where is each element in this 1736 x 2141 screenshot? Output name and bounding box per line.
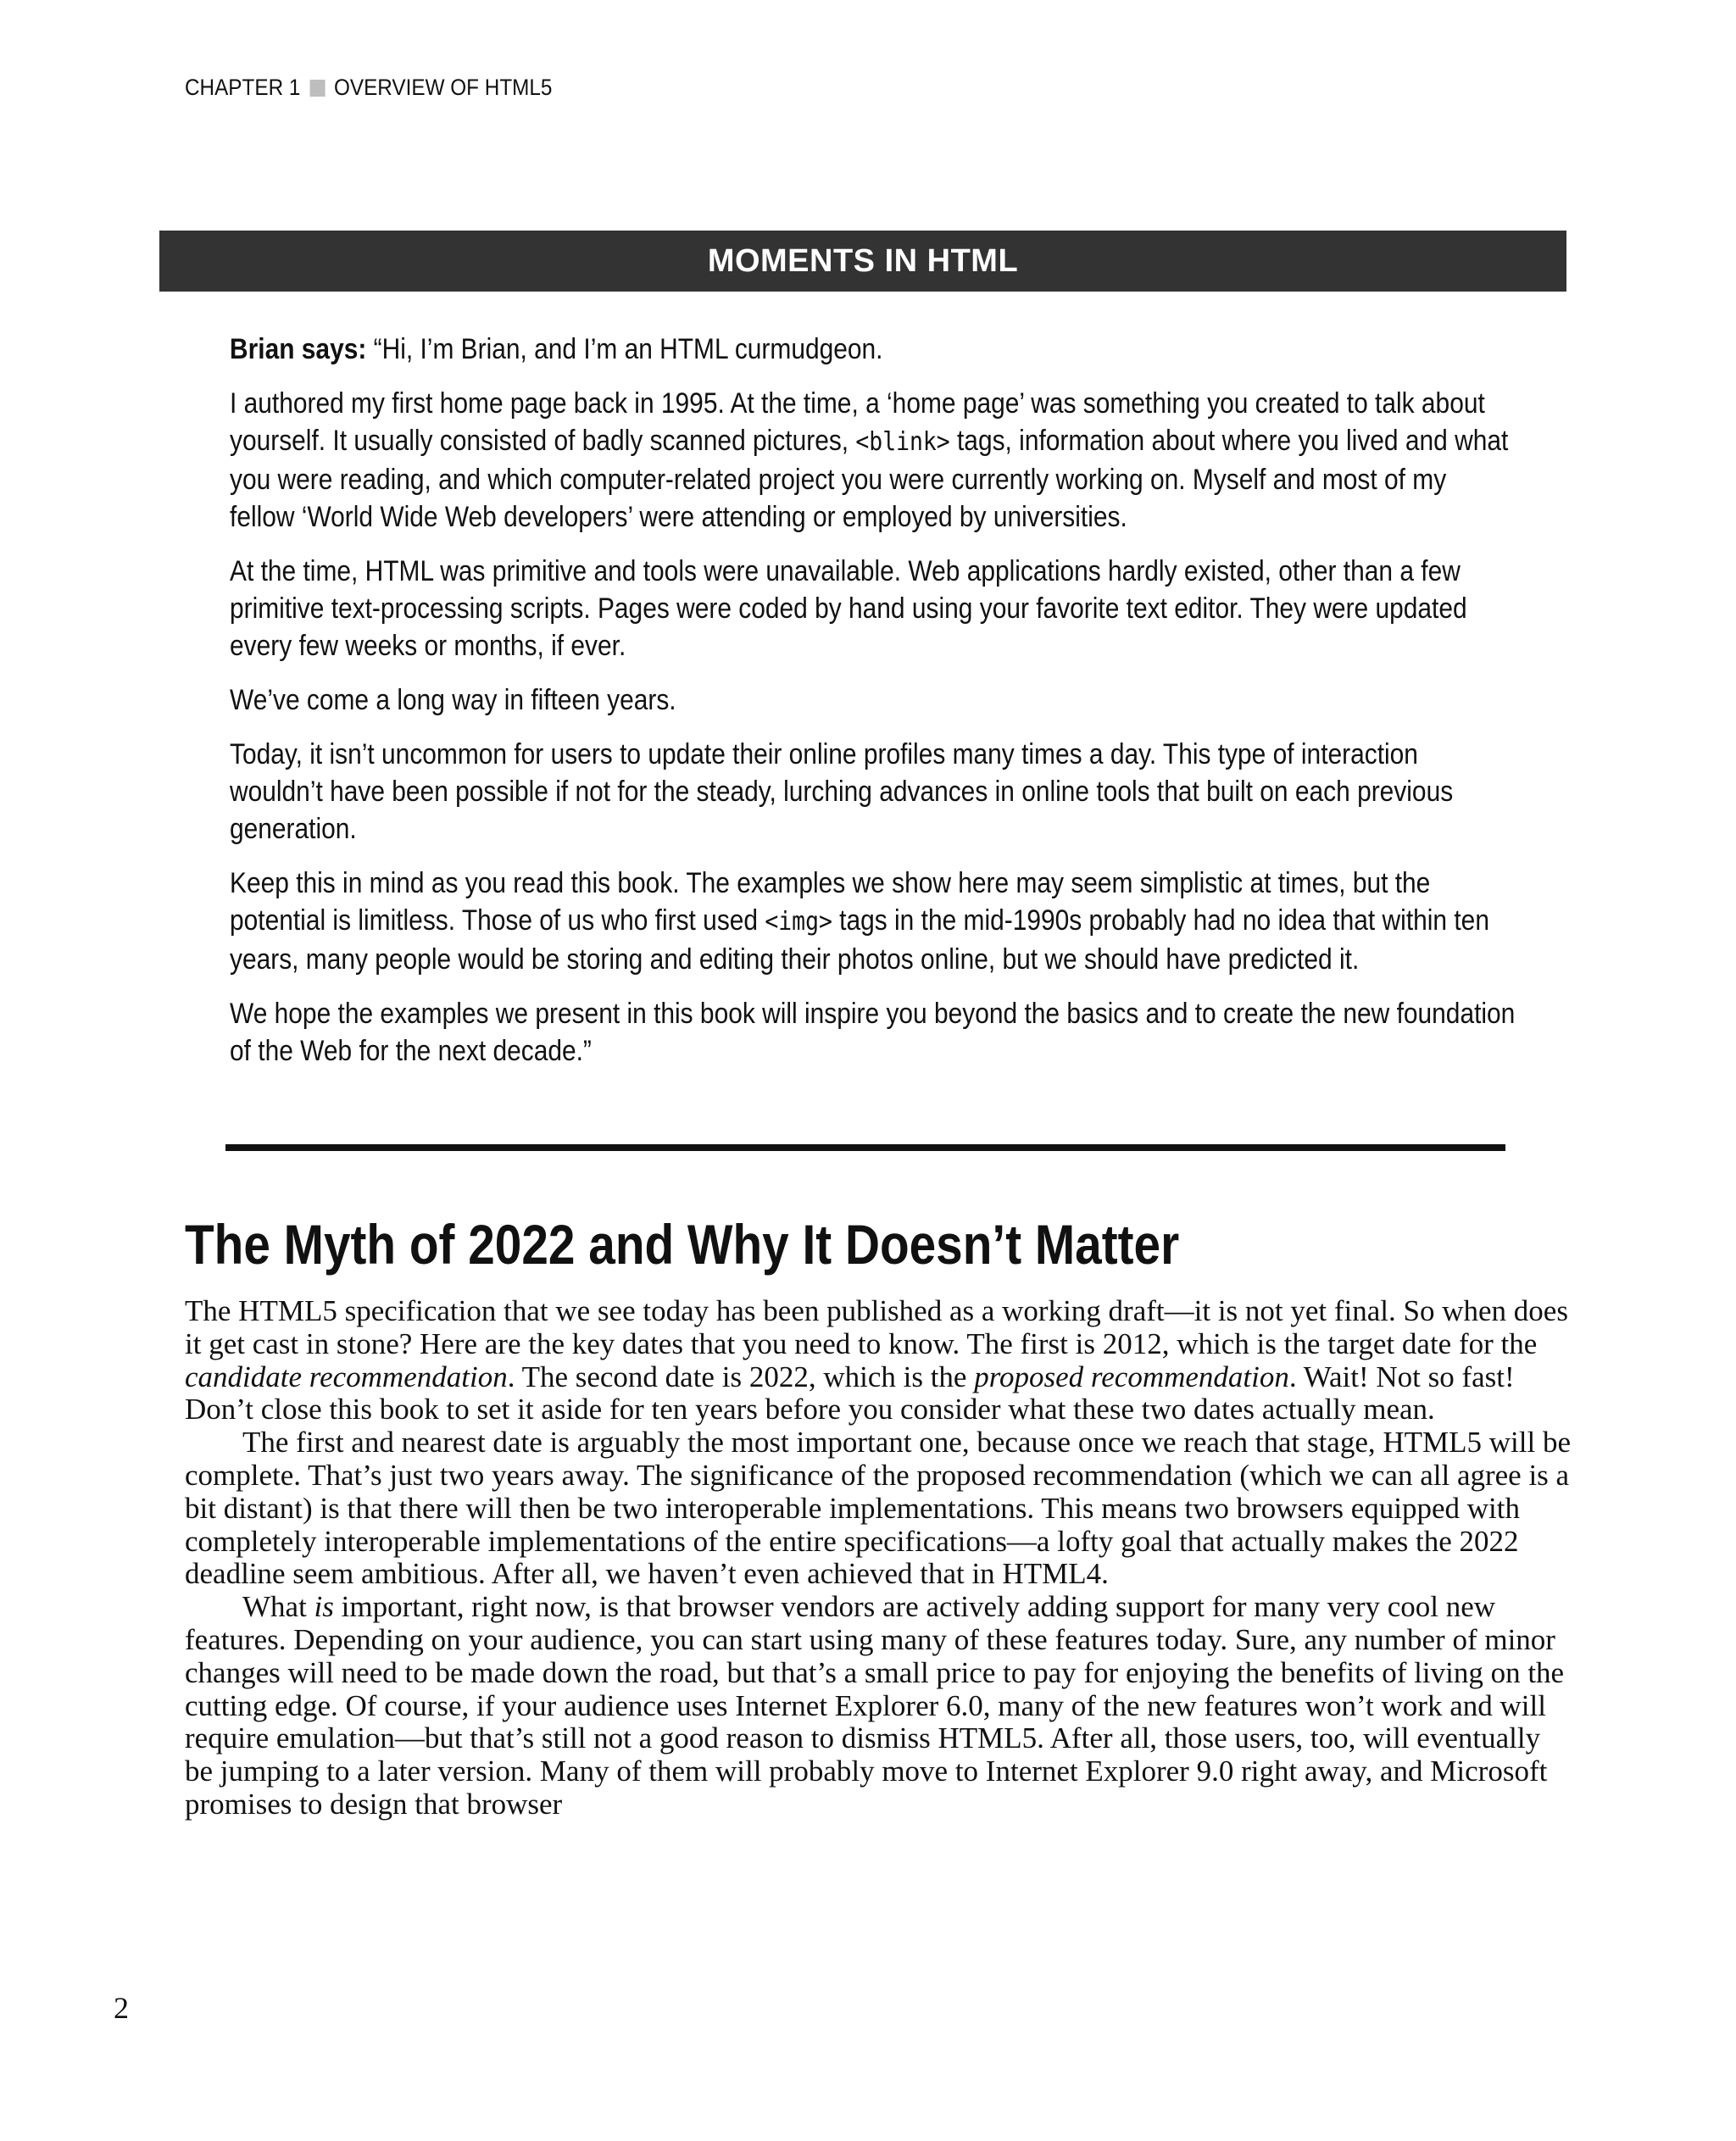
sidebar-banner-title: MOMENTS IN HTML: [707, 242, 1019, 279]
sidebar-paragraph-2: I authored my first home page back in 1995. At the time, a ‘home page’ was something you created to talk about yourself. It usually consisted of badly scanned pictures, <blink> tags, information about where you lived and what you were reading, and which computer-related project you were currently working on. Myself and most of my fellow ‘World Wide Web developers’ were attending or employed by universities.: [230, 387, 1509, 533]
sidebar-paragraph-4: We’ve come a long way in fifteen years.: [230, 684, 676, 716]
sidebar-paragraph-3: At the time, HTML was primitive and tools were unavailable. Web applications hardly existed, other than a few primitive text-processing scripts. Pages were coded by hand using your favorite text editor. They were updated every few weeks or months, if ever.: [230, 555, 1467, 662]
inline-code: <blink>: [855, 427, 950, 457]
body-paragraph-3: What is important, right now, is that browser vendors are actively adding support for many very cool new features. Depending on your audience, you can start using many of these features today. Sure, any number of minor changes will need to be made down the road, but that’s a small price to pay for enjoying the benefits of living on the cutting edge. Of course, if your audience uses Internet Explorer 6.0, many of the new features won’t work and will require emulation—but that’s still not a good reason to dismiss HTML5. After all, those users, too, will eventually be jumping to a later version. Many of them will probably move to Internet Explorer 9.0 right away, and Microsoft promises to design that browser: [185, 1590, 1565, 1821]
sidebar-body: [230, 331, 1518, 1087]
sidebar-paragraph-6: Keep this in mind as you read this book. The examples we show here may seem simplistic at times, but the potential is limitless. Those of us who first used <img> tags in the mid-1990s probably had no idea that within ten years, many people would be storing and editing their photos online, but we should have predicted it.: [230, 867, 1489, 976]
speaker-label: Brian says:: [230, 333, 367, 365]
sidebar-paragraph-1: Brian says: “Hi, I’m Brian, and I’m an HTML curmudgeon.: [230, 333, 883, 365]
page-number: 2: [114, 1991, 129, 2025]
chapter-title: OVERVIEW OF HTML5: [333, 75, 553, 100]
sidebar-paragraph-5: Today, it isn’t uncommon for users to update their online profiles many times a day. This type of interaction wouldn’t have been possible if not for the steady, lurching advances in online tools that built on each previous generation.: [230, 738, 1454, 845]
inline-code: <img>: [765, 907, 832, 937]
body-paragraph-2: The first and nearest date is arguably the most important one, because once we reach that stage, HTML5 will be complete. That’s just two years away. The significance of the proposed recommendation (which we can all agree is a bit distant) is that there will then be two interoperable implementations. This means two browsers equipped with completely interoperable implementations of the entire specifications—a lofty goal that actually makes the 2022 deadline seem ambitious. After all, we haven’t even achieved that in HTML4.: [185, 1426, 1572, 1591]
sidebar-banner: [159, 231, 1566, 292]
body-paragraph-1: The HTML5 specification that we see today has been published as a working draft—it is not yet final. So when does it get cast in stone? Here are the key dates that you need to know. The first is 2012, which is the target date for the candidate recommendation. The second date is 2022, which is the proposed recommendation. Wait! Not so fast! Don’t close this book to set it aside for ten years before you consider what these two dates actually mean.: [185, 1294, 1568, 1426]
body-text: [185, 1295, 1575, 1821]
separator-square-icon: [309, 80, 325, 97]
sidebar-bottom-rule: [225, 1144, 1505, 1151]
chapter-label: CHAPTER 1: [185, 75, 301, 100]
running-head: [185, 75, 552, 101]
section-heading: The Myth of 2022 and Why It Doesn’t Matter: [185, 1213, 1180, 1276]
sidebar-paragraph-7: We hope the examples we present in this book will inspire you beyond the basics and to create the new foundation of the Web for the next decade.”: [230, 998, 1516, 1067]
